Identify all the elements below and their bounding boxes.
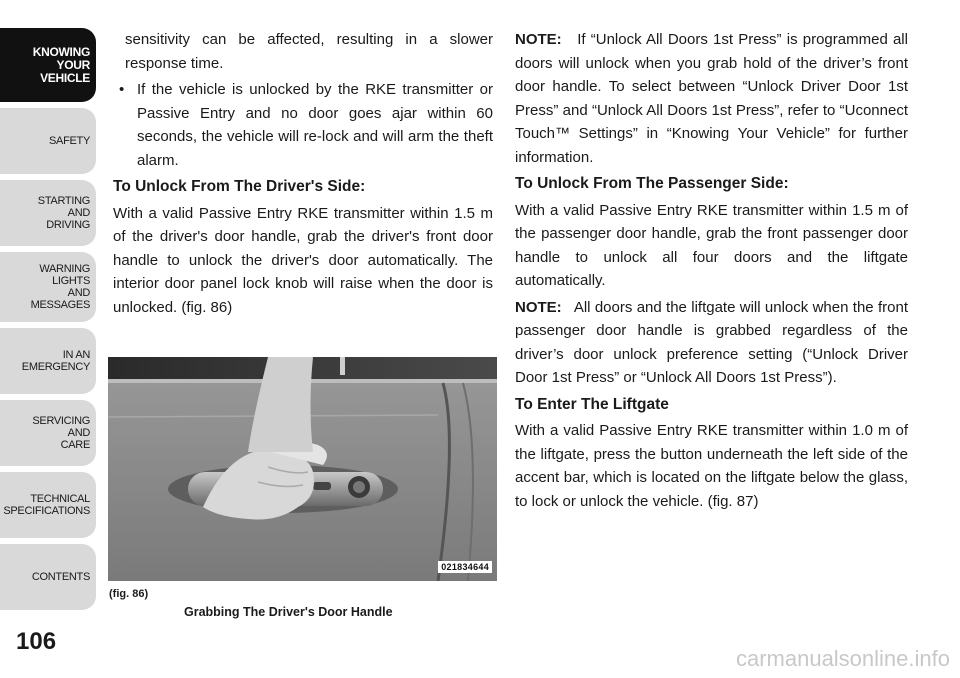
note-label: NOTE: bbox=[515, 298, 562, 316]
tab-label: AND bbox=[67, 207, 90, 219]
body-paragraph: With a valid Passive Entry RKE transmitter within 1.0 m of the liftgate, press the button underneath the left side of the accent bar, which is located on the liftgate below the glass, to lock or unlock the vehicle. (fig. 87) bbox=[515, 422, 908, 510]
section-heading: To Enter The Liftgate bbox=[515, 395, 669, 413]
tab-knowing-your-vehicle[interactable] bbox=[0, 28, 96, 102]
tab-label: DRIVING bbox=[46, 219, 90, 231]
body-paragraph: With a valid Passive Entry RKE transmitter within 1.5 m of the driver's door handle, grab the driver's front door handle to unlock the driver's door automatically. The interior door panel lock knob will raise when the door is unlocked. (fig. 86) bbox=[113, 204, 493, 316]
tab-label: AND bbox=[67, 287, 90, 299]
figure-code: 021834644 bbox=[438, 561, 492, 573]
tab-label: STARTING bbox=[37, 195, 90, 207]
tab-label: IN AN bbox=[62, 349, 90, 361]
tab-label: YOUR bbox=[56, 57, 90, 72]
tab-label: LIGHTS bbox=[52, 275, 90, 287]
body-paragraph: With a valid Passive Entry RKE transmitter within 1.5 m of the passenger door handle, grab the front passenger door handle to unlock all four doors and the liftgate automatically. bbox=[515, 201, 908, 289]
section-heading: To Unlock From The Passenger Side: bbox=[515, 175, 789, 192]
tab-label: SERVICING bbox=[32, 415, 90, 427]
tab-label: WARNING bbox=[39, 263, 90, 275]
note-paragraph bbox=[515, 296, 908, 390]
left-column bbox=[113, 28, 493, 319]
tab-label: CARE bbox=[60, 439, 90, 451]
figure-caption: Grabbing The Driver's Door Handle bbox=[184, 605, 393, 619]
tab-technical-specifications[interactable] bbox=[0, 472, 96, 538]
watermark: carmanualsonline.info bbox=[735, 646, 950, 671]
tab-safety[interactable] bbox=[0, 108, 96, 174]
tab-label: AND bbox=[67, 427, 90, 439]
tab-label: CONTENTS bbox=[31, 571, 90, 583]
door-handle-illustration bbox=[108, 357, 497, 581]
figure-door-handle bbox=[108, 357, 497, 581]
note-label: NOTE: bbox=[515, 31, 562, 48]
tab-label: VEHICLE bbox=[40, 70, 90, 85]
figure-number: (fig. 86) bbox=[109, 588, 149, 600]
tab-label: MESSAGES bbox=[30, 299, 90, 311]
tab-label: SAFETY bbox=[49, 135, 90, 147]
bullet-item: • If the vehicle is unlocked by the RKE transmitter or Passive Entry and no door goes ajar within 60 seconds, the vehicle will re-lock and will arm the theft alarm. bbox=[113, 78, 493, 172]
tab-label: KNOWING bbox=[32, 44, 90, 59]
note-text: If “Unlock All Doors 1st Press” is programmed all doors will unlock when you grab hold of the driver’s front door handle. To select between “Unlock Driver Door 1st Press” and “Unlock All Doors 1st Press”, refer to “Uconnect Touch™ Settings” in “Knowing Your Vehicle” for further information. bbox=[515, 31, 908, 166]
tab-warning-lights-and-messages[interactable] bbox=[0, 252, 96, 322]
section-heading: To Unlock From The Driver's Side: bbox=[113, 178, 366, 195]
page-number: 106 bbox=[16, 628, 57, 655]
note-paragraph bbox=[515, 28, 908, 169]
tab-label: EMERGENCY bbox=[21, 361, 90, 373]
continued-text: sensitivity can be affected, resulting in a slower response time. bbox=[125, 31, 493, 72]
tab-label: SPECIFICATIONS bbox=[3, 505, 90, 517]
tab-contents[interactable] bbox=[0, 544, 96, 610]
tab-in-an-emergency[interactable] bbox=[0, 328, 96, 394]
note-text: All doors and the liftgate will unlock when the front passenger door handle is grabbed regardless of the driver’s door unlock preference setting (“Unlock Driver Door 1st Press” or “Unlock All Doors 1st Press”). bbox=[515, 298, 908, 386]
tab-label: TECHNICAL bbox=[30, 493, 90, 505]
tab-starting-and-driving[interactable] bbox=[0, 180, 96, 246]
tab-servicing-and-care[interactable] bbox=[0, 400, 96, 466]
right-column bbox=[515, 28, 908, 513]
